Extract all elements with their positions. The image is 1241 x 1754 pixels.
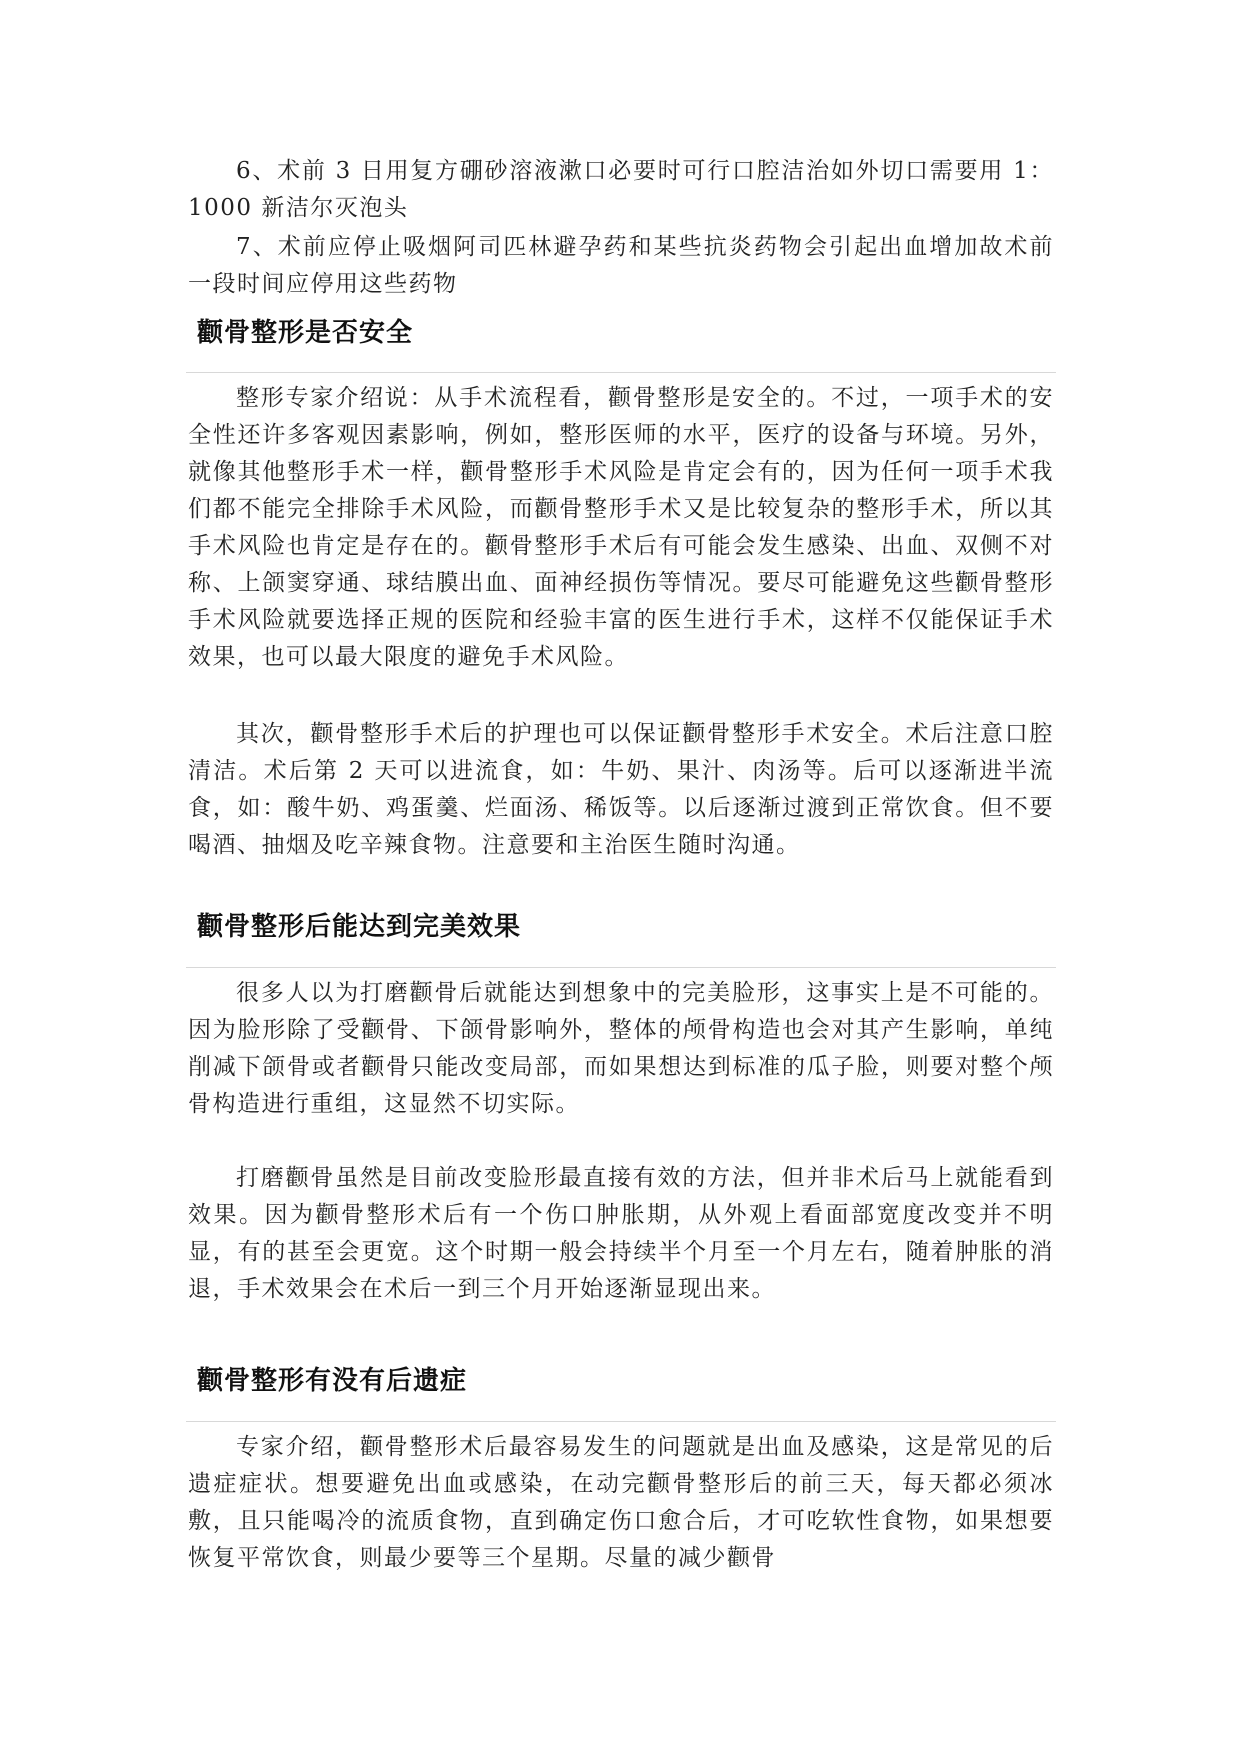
section-heading-safety: 颧骨整形是否安全 <box>197 318 414 348</box>
section-paragraph: 其次，颧骨整形手术后的护理也可以保证颧骨整形手术安全。术后注意口腔清洁。术后第 2 天可以进流食，如：牛奶、果汁、肉汤等。后可以逐渐进半流食，如：酸牛奶、鸡蛋羹、烂面汤、稀饭等。以后逐渐过渡到正常饮食。但不要喝酒、抽烟及吃辛辣食物。注意要和主治医生随时沟通。 <box>188 721 1054 858</box>
section-divider <box>186 1421 1056 1422</box>
section-heading-results: 颧骨整形后能达到完美效果 <box>197 912 522 942</box>
section-paragraph: 整形专家介绍说：从手术流程看，颧骨整形是安全的。不过，一项手术的安全性还许多客观因素影响，例如，整形医师的水平，医疗的设备与环境。另外，就像其他整形手术一样，颧骨整形手术风险是肯定会有的，因为任何一项手术我们都不能完全排除手术风险，而颧骨整形手术又是比较复杂的整形手术，所以其手术风险也肯定是存在的。颧骨整形手术后有可能会发生感染、出血、双侧不对称、上颌窦穿通、球结膜出血、面神经损伤等情况。要尽可能避免这些颧骨整形手术风险就要选择正规的医院和经验丰富的医生进行手术，这样不仅能保证手术效果，也可以最大限度的避免手术风险。 <box>188 385 1054 670</box>
section-paragraph: 很多人以为打磨颧骨后就能达到想象中的完美脸形，这事实上是不可能的。因为脸形除了受颧骨、下颌骨影响外，整体的颅骨构造也会对其产生影响，单纯削减下颌骨或者颧骨只能改变局部，而如果想达到标准的瓜子脸，则要对整个颅骨构造进行重组，这显然不切实际。 <box>188 980 1054 1117</box>
intro-paragraph-6: 6、术前 3 日用复方硼砂溶液漱口必要时可行口腔洁治如外切口需要用 1：1000 新洁尔灭泡头 <box>188 158 1054 221</box>
section-heading-sequelae: 颧骨整形有没有后遗症 <box>197 1366 468 1396</box>
section-paragraph: 打磨颧骨虽然是目前改变脸形最直接有效的方法，但并非术后马上就能看到效果。因为颧骨整形术后有一个伤口肿胀期，从外观上看面部宽度改变并不明显，有的甚至会更宽。这个时期一般会持续半个月至一个月左右，随着肿胀的消退，手术效果会在术后一到三个月开始逐渐显现出来。 <box>188 1165 1054 1302</box>
intro-paragraph-7: 7、术前应停止吸烟阿司匹林避孕药和某些抗炎药物会引起出血增加故术前一段时间应停用这些药物 <box>188 234 1054 297</box>
section-paragraph: 专家介绍，颧骨整形术后最容易发生的问题就是出血及感染，这是常见的后遗症症状。想要避免出血或感染，在动完颧骨整形后的前三天，每天都必须冰敷，且只能喝冷的流质食物，直到确定伤口愈合后，才可吃软性食物，如果想要恢复平常饮食，则最少要等三个星期。尽量的减少颧骨 <box>188 1434 1054 1571</box>
section-divider <box>186 372 1056 373</box>
section-divider <box>186 967 1056 968</box>
